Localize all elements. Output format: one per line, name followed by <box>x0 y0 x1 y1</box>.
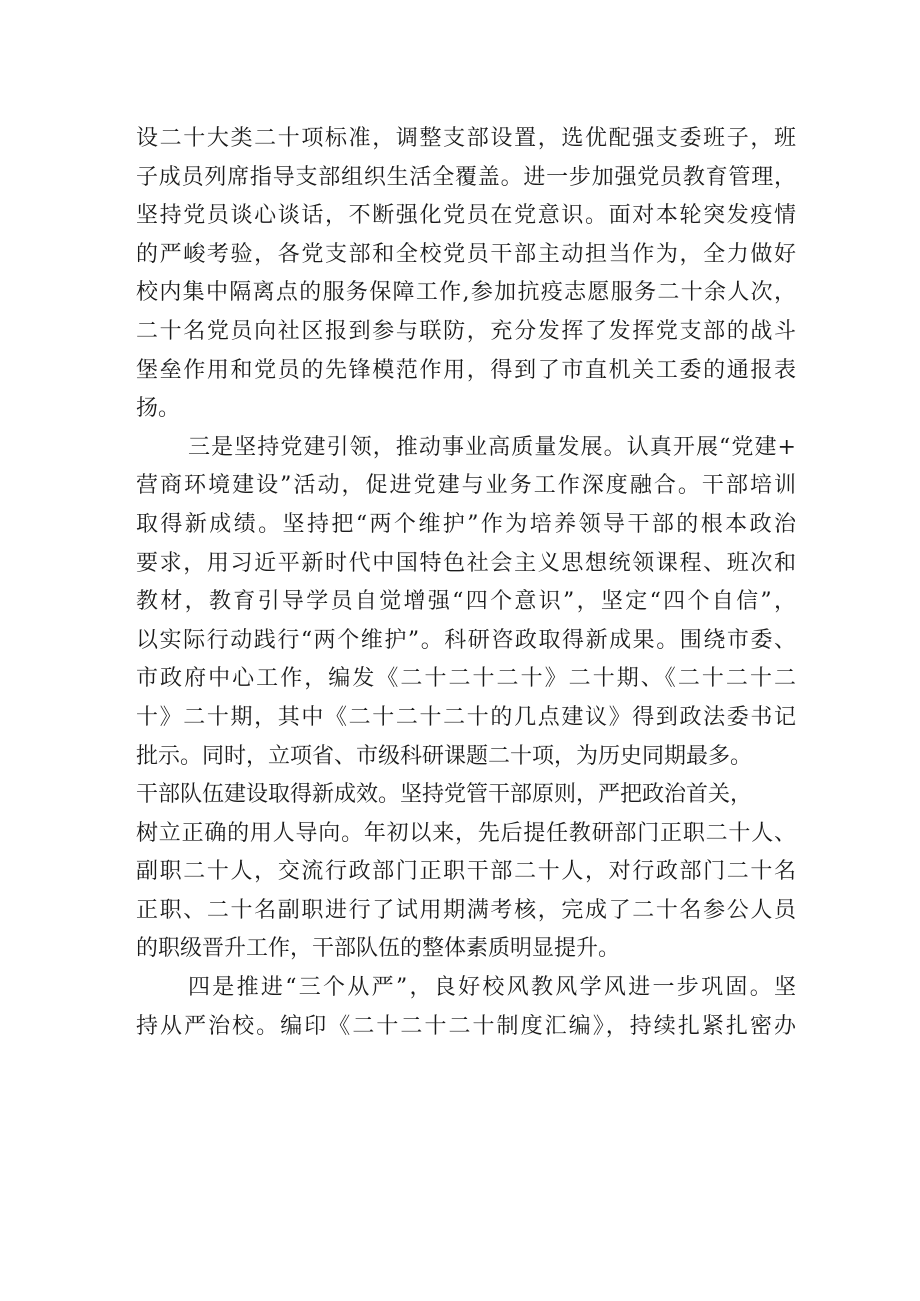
text-line: 扬。 <box>136 396 181 422</box>
text-line: 批示。同时，立项省、市级科研课题二十项，为历史同期最多。 <box>136 743 753 769</box>
paragraph-start-line: 三是坚持党建引领，推动事业高质量发展。认真开展“党建+ <box>188 434 796 460</box>
text-line: 十》二十期，其中《二十二十二十的几点建议》得到政法委书记 <box>136 704 796 730</box>
text-line: 正职、二十名副职进行了试用期满考核，完成了二十名参公人员 <box>136 897 796 923</box>
text-line: 堡垒作用和党员的先锋模范作用，得到了市直机关工委的通报表 <box>136 357 796 383</box>
text-line: 子成员列席指导支部组织生活全覆盖。进一步加强党员教育管理， <box>136 164 796 190</box>
text-line: 持从严治校。编印《二十二十二十制度汇编》，持续扎紧扎密办 <box>136 1013 796 1039</box>
text-line: 树立正确的用人导向。年初以来，先后提任教研部门正职二十人、 <box>136 820 796 846</box>
text-line: 设二十大类二十项标准，调整支部设置，选优配强支委班子，班 <box>136 126 796 151</box>
text-line: 副职二十人，交流行政部门正职干部二十人，对行政部门二十名 <box>136 859 796 885</box>
text-line: 干部队伍建设取得新成效。坚持党管干部原则，严把政治首关， <box>136 782 753 808</box>
text-line: 以实际行动践行“两个维护”。科研咨政取得新成果。围绕市委、 <box>136 627 796 653</box>
text-line: 二十名党员向社区报到参与联防，充分发挥了发挥党支部的战斗 <box>136 318 796 344</box>
text-line: 校内集中隔离点的服务保障工作,参加抗疫志愿服务二十余人次， <box>136 280 796 306</box>
body-text <box>136 120 796 1046</box>
text-line: 要求，用习近平新时代中国特色社会主义思想统领课程、班次和 <box>136 550 796 576</box>
paragraph-start-line: 四是推进“三个从严”，良好校风教风学风进一步巩固。坚 <box>188 975 796 1001</box>
text-line: 市政府中心工作，编发《二十二十二十》二十期、《二十二十二 <box>136 666 796 692</box>
text-line: 取得新成绩。坚持把“两个维护”作为培养领导干部的根本政治 <box>136 511 796 537</box>
text-line: 教材，教育引导学员自觉增强“四个意识”，坚定“四个自信”， <box>136 589 796 615</box>
text-line: 的职级晋升工作，干部队伍的整体素质明显提升。 <box>136 936 621 962</box>
text-line: 营商环境建设”活动，促进党建与业务工作深度融合。干部培训 <box>136 473 796 499</box>
text-line: 的严峻考验，各党支部和全校党员干部主动担当作为，全力做好 <box>136 241 796 267</box>
text-line: 坚持党员谈心谈话，不断强化党员在党意识。面对本轮突发疫情 <box>136 203 796 229</box>
